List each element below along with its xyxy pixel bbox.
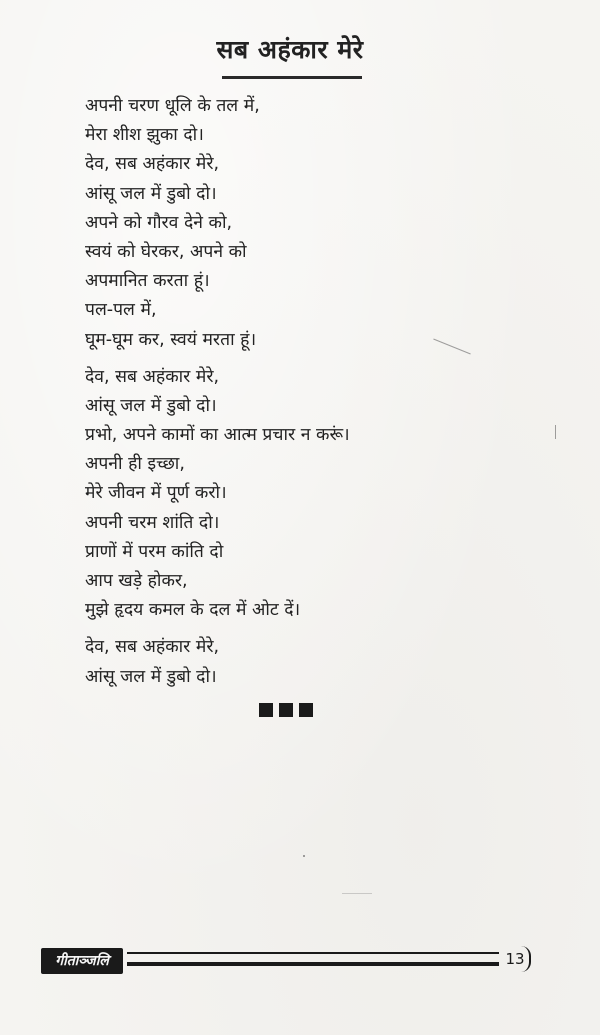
stanza-2 bbox=[85, 363, 555, 626]
page-footer bbox=[41, 946, 529, 976]
poem-line: प्रभो, अपने कामों का आत्म प्रचार न करूं। bbox=[85, 425, 350, 446]
poem-line: मेरे जीवन में पूर्ण करो। bbox=[85, 483, 227, 504]
stanza-gap bbox=[85, 355, 555, 363]
poem-line: मुझे हृदय कमल के दल में ओट दें। bbox=[85, 600, 301, 621]
page-title: सब अहंकार मेरे bbox=[216, 35, 364, 64]
stanza-gap bbox=[85, 625, 555, 633]
footer-book-title: गीताञ्जलि bbox=[41, 948, 123, 974]
poem-line: अपने को गौरव देने को, bbox=[85, 212, 233, 233]
poem-line: देव, सब अहंकार मेरे, bbox=[85, 154, 220, 175]
poem-line: अपमानित करता हूं। bbox=[85, 271, 210, 292]
title-underline bbox=[222, 76, 362, 79]
scan-speck bbox=[555, 425, 556, 439]
footer-rule-thick bbox=[127, 962, 499, 966]
scan-speck bbox=[342, 893, 372, 894]
poem-line: अपनी चरण धूलि के तल में, bbox=[85, 96, 260, 116]
stanza-3 bbox=[85, 633, 555, 691]
poem-line: पल-पल में, bbox=[85, 300, 157, 321]
section-end-ornament bbox=[259, 703, 313, 717]
poem-line: देव, सब अहंकार मेरे, bbox=[85, 366, 220, 387]
page-number: 13 bbox=[501, 946, 531, 972]
stanza-1 bbox=[85, 92, 555, 355]
poem-line: प्राणों में परम कांति दो bbox=[85, 541, 224, 562]
ornament-square-icon bbox=[259, 703, 273, 717]
poem-line: आंसू जल में डुबो दो। bbox=[85, 666, 217, 687]
poem-line: घूम-घूम कर, स्वयं मरता हूं। bbox=[85, 329, 257, 350]
poem-line: आंसू जल में डुबो दो। bbox=[85, 183, 217, 204]
poem-line: अपनी चरम शांति दो। bbox=[85, 512, 220, 533]
poem-line: देव, सब अहंकार मेरे, bbox=[85, 637, 220, 658]
title-container bbox=[215, 34, 365, 67]
poem-body bbox=[85, 92, 555, 692]
poem-line: स्वयं को घेरकर, अपने को bbox=[85, 241, 247, 262]
poem-line: अपनी ही इच्छा, bbox=[85, 454, 185, 475]
ornament-square-icon bbox=[279, 703, 293, 717]
scan-speck bbox=[303, 855, 305, 857]
poem-line: आप खड़े होकर, bbox=[85, 571, 188, 591]
poem-line: आंसू जल में डुबो दो। bbox=[85, 395, 217, 416]
ornament-square-icon bbox=[299, 703, 313, 717]
footer-rule-thin bbox=[127, 952, 499, 954]
poem-line: मेरा शीश झुका दो। bbox=[85, 125, 204, 146]
